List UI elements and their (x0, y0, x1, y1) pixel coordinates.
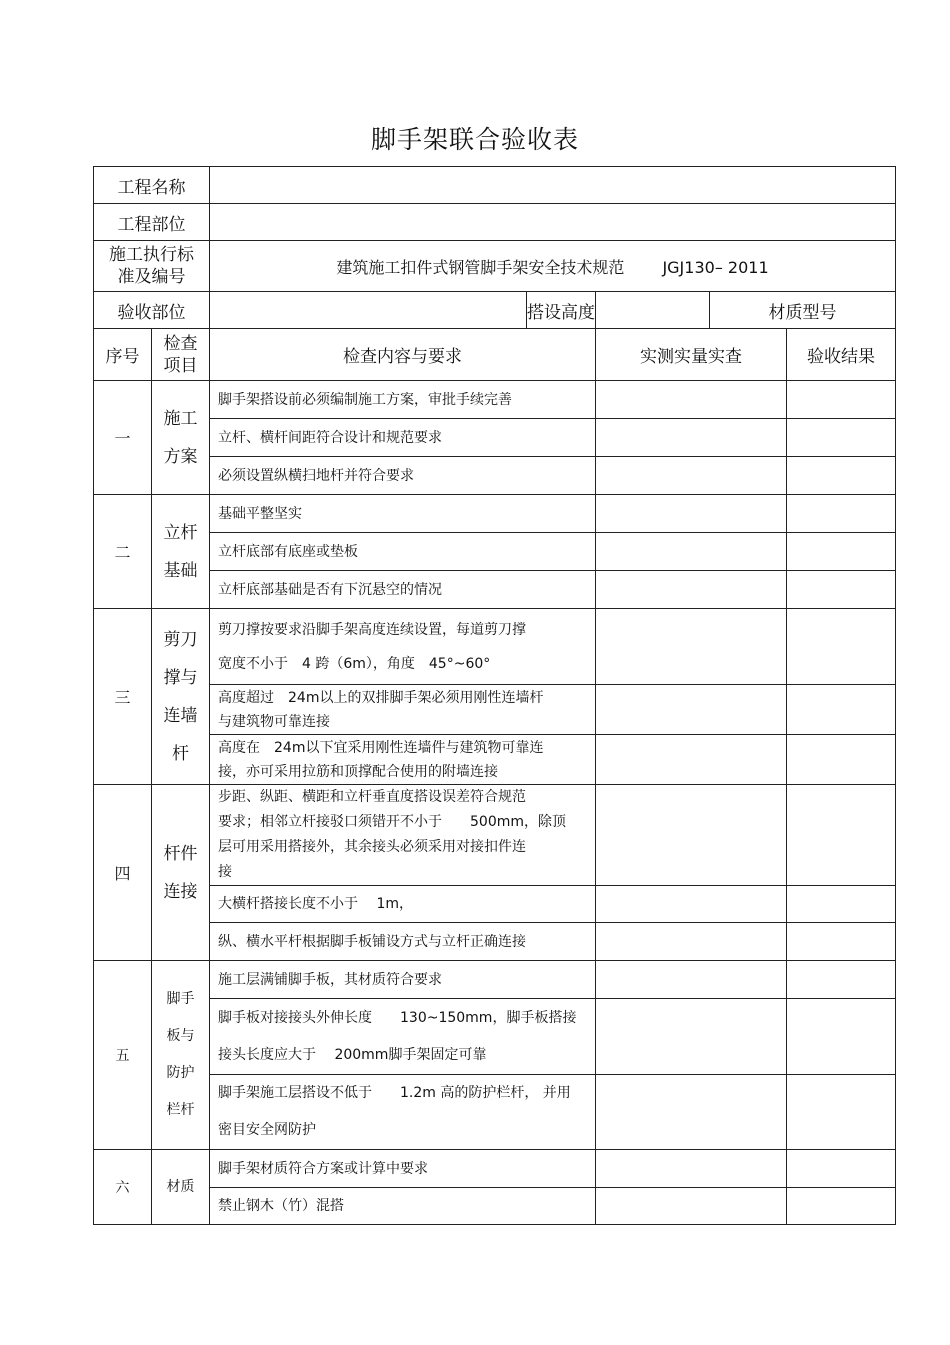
check-item: 必须设置纵横扫地杆并符合要求 (210, 457, 596, 495)
measured-cell[interactable] (596, 1188, 787, 1225)
result-cell[interactable] (787, 1188, 896, 1225)
check-item: 施工层满铺脚手板，其材质符合要求 (210, 961, 596, 999)
result-cell[interactable] (787, 571, 896, 609)
measured-cell[interactable] (596, 419, 787, 457)
measured-cell[interactable] (596, 533, 787, 571)
result-cell[interactable] (787, 961, 896, 999)
measured-cell[interactable] (596, 1150, 787, 1188)
label-project-part: 工程部位 (94, 204, 210, 241)
check-item: 大横杆搭接长度不小于 1m， (210, 886, 596, 923)
check-item: 脚手板对接接头外伸长度 130~150mm，脚手板搭接 接头长度应大于 200mm脚手架固定可靠 (210, 999, 596, 1075)
section-name: 施工 方案 (152, 381, 210, 495)
header-check-item: 检查 项目 (152, 329, 210, 381)
check-item: 禁止钢木（竹）混搭 (210, 1188, 596, 1225)
result-cell[interactable] (787, 609, 896, 685)
label-erect-height: 搭设高度 (527, 292, 596, 329)
result-cell[interactable] (787, 381, 896, 419)
header-result: 验收结果 (787, 329, 896, 381)
measured-cell[interactable] (596, 685, 787, 735)
result-cell[interactable] (787, 1150, 896, 1188)
section-name: 剪刀 撑与 连墙 杆 (152, 609, 210, 785)
measured-cell[interactable] (596, 457, 787, 495)
label-acceptance-part: 验收部位 (94, 292, 210, 329)
measured-cell[interactable] (596, 923, 787, 961)
result-cell[interactable] (787, 735, 896, 785)
check-item: 立杆、横杆间距符合设计和规范要求 (210, 419, 596, 457)
acceptance-table (93, 166, 896, 329)
label-standard: 施工执行标 准及编号 (94, 241, 210, 292)
result-cell[interactable] (787, 999, 896, 1075)
label-material-model: 材质型号 (710, 292, 896, 329)
measured-cell[interactable] (596, 886, 787, 923)
section-name: 立杆 基础 (152, 495, 210, 609)
check-item: 高度在 24m以下宜采用刚性连墙件与建筑物可靠连 接，亦可采用拉筋和顶撑配合使用的附墙连接 (210, 735, 596, 785)
header-measured: 实测实量实查 (596, 329, 787, 381)
section-number: 六 (94, 1150, 152, 1225)
check-item: 基础平整坚实 (210, 495, 596, 533)
section-name: 脚手 板与 防护 栏杆 (152, 961, 210, 1150)
check-item: 纵、横水平杆根据脚手板铺设方式与立杆正确连接 (210, 923, 596, 961)
result-cell[interactable] (787, 923, 896, 961)
header-seq: 序号 (94, 329, 152, 381)
measured-cell[interactable] (596, 381, 787, 419)
section-number: 四 (94, 785, 152, 961)
page-title: 脚手架联合验收表 (370, 125, 579, 154)
section-number: 二 (94, 495, 152, 609)
result-cell[interactable] (787, 457, 896, 495)
standard-code: JGJ130– 2011 (662, 257, 769, 277)
check-item: 脚手架材质符合方案或计算中要求 (210, 1150, 596, 1188)
measured-cell[interactable] (596, 571, 787, 609)
inspection-table (93, 328, 896, 1225)
measured-cell[interactable] (596, 609, 787, 685)
check-item: 步距、纵距、横距和立杆垂直度搭设误差符合规范 要求；相邻立杆接驳口须错开不小于 500mm，除顶 层可用采用搭接外，其余接头必须采用对接扣件连 接 (210, 785, 596, 886)
section-name: 材质 (152, 1150, 210, 1225)
check-item: 剪刀撑按要求沿脚手架高度连续设置，每道剪刀撑 宽度不小于 4 跨（6m），角度 45°~60° (210, 609, 596, 685)
check-item: 脚手架搭设前必须编制施工方案，审批手续完善 (210, 381, 596, 419)
measured-cell[interactable] (596, 961, 787, 999)
check-item: 高度超过 24m以上的双排脚手架必须用刚性连墙杆 与建筑物可靠连接 (210, 685, 596, 735)
result-cell[interactable] (787, 886, 896, 923)
header-content: 检查内容与要求 (210, 329, 596, 381)
result-cell[interactable] (787, 419, 896, 457)
measured-cell[interactable] (596, 785, 787, 886)
result-cell[interactable] (787, 785, 896, 886)
project-part-field[interactable] (210, 204, 896, 241)
result-cell[interactable] (787, 495, 896, 533)
acceptance-part-field[interactable] (210, 292, 527, 329)
section-number: 五 (94, 961, 152, 1150)
standard-name: 建筑施工扣件式钢管脚手架安全技术规范 (336, 257, 625, 277)
measured-cell[interactable] (596, 999, 787, 1075)
project-name-field[interactable] (210, 167, 896, 204)
section-number: 一 (94, 381, 152, 495)
erect-height-field[interactable] (596, 292, 710, 329)
section-number: 三 (94, 609, 152, 785)
section-name: 杆件 连接 (152, 785, 210, 961)
result-cell[interactable] (787, 1075, 896, 1150)
check-item: 立杆底部基础是否有下沉悬空的情况 (210, 571, 596, 609)
measured-cell[interactable] (596, 495, 787, 533)
standard-value (210, 241, 896, 292)
label-project-name: 工程名称 (94, 167, 210, 204)
measured-cell[interactable] (596, 1075, 787, 1150)
check-item: 脚手架施工层搭设不低于 1.2m 高的防护栏杆， 并用 密目安全网防护 (210, 1075, 596, 1150)
check-item: 立杆底部有底座或垫板 (210, 533, 596, 571)
result-cell[interactable] (787, 533, 896, 571)
result-cell[interactable] (787, 685, 896, 735)
measured-cell[interactable] (596, 735, 787, 785)
